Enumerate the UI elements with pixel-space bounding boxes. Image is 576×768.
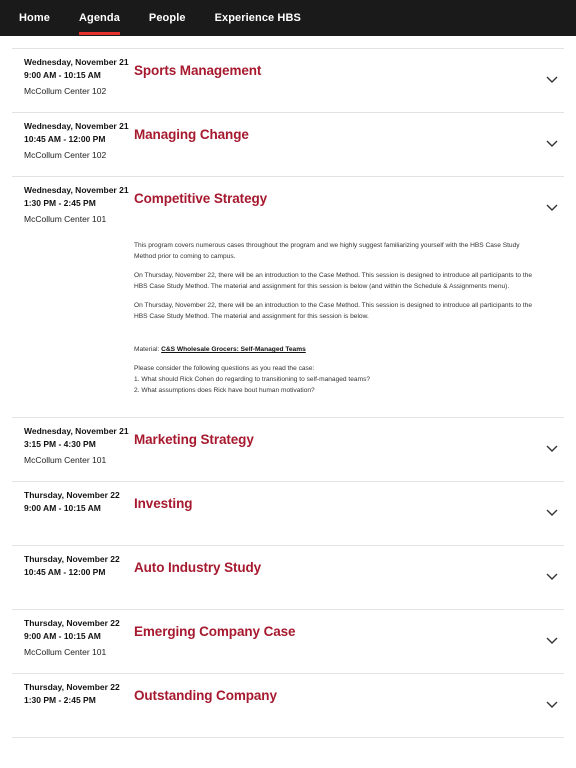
session-room: McCollum Center 102: [24, 86, 107, 96]
session-header[interactable]: [12, 418, 564, 481]
chevron-down-icon[interactable]: [546, 445, 558, 453]
chevron-down-icon[interactable]: [546, 637, 558, 645]
nav-experience-hbs[interactable]: Experience HBS: [214, 12, 301, 24]
question-item: 2. What assumptions does Rick have bout human motivation?: [134, 387, 315, 394]
session-header[interactable]: [12, 113, 564, 176]
session-room: McCollum Center 101: [24, 214, 107, 224]
session-header[interactable]: [12, 610, 564, 673]
session-date: Wednesday, November 21: [24, 57, 129, 67]
session-room: McCollum Center 102: [24, 150, 107, 160]
session-date: Wednesday, November 21: [24, 185, 129, 195]
nav-agenda[interactable]: Agenda: [79, 0, 120, 36]
session-title[interactable]: Outstanding Company: [134, 688, 277, 703]
session-date: Thursday, November 22: [24, 490, 120, 500]
top-nav: [0, 0, 576, 36]
session-item: [12, 674, 564, 738]
session-header[interactable]: [12, 674, 564, 737]
session-header[interactable]: [12, 49, 564, 112]
session-title[interactable]: Managing Change: [134, 127, 249, 142]
session-room: McCollum Center 101: [24, 647, 107, 657]
details-paragraph: On Thursday, November 22, there will be an introduction to the Case Method. This session is designed to introduce all participants to the HBS Case Study Method. The material and assignment for this session is below (and within the Schedule & Assignments menu).: [134, 272, 533, 290]
session-time: 1:30 PM - 2:45 PM: [24, 198, 96, 208]
questions-block: [134, 363, 536, 396]
chevron-down-icon[interactable]: [546, 701, 558, 709]
session-header[interactable]: [12, 482, 564, 545]
session-room: McCollum Center 101: [24, 455, 107, 465]
session-date: Thursday, November 22: [24, 618, 120, 628]
session-item: [12, 482, 564, 546]
session-time: 9:00 AM - 10:15 AM: [24, 631, 101, 641]
session-date: Thursday, November 22: [24, 554, 120, 564]
session-date: Wednesday, November 21: [24, 121, 129, 131]
session-time: 3:15 PM - 4:30 PM: [24, 439, 96, 449]
session-item: [12, 113, 564, 177]
material-line: [134, 344, 536, 355]
nav-home[interactable]: Home: [19, 12, 50, 24]
session-title[interactable]: Marketing Strategy: [134, 432, 254, 447]
agenda-list: [12, 48, 564, 738]
nav-people[interactable]: People: [148, 12, 186, 24]
session-item: [12, 418, 564, 482]
session-item: [12, 610, 564, 674]
chevron-down-icon[interactable]: [546, 509, 558, 517]
material-link[interactable]: C&S Wholesale Grocers: Self-Managed Teams: [161, 346, 306, 353]
chevron-down-icon[interactable]: [546, 76, 558, 84]
session-time: 9:00 AM - 10:15 AM: [24, 70, 101, 80]
session-date: Thursday, November 22: [24, 682, 120, 692]
session-header[interactable]: [12, 546, 564, 609]
session-time: 10:45 AM - 12:00 PM: [24, 567, 106, 577]
session-time: 1:30 PM - 2:45 PM: [24, 695, 96, 705]
session-details: [12, 240, 564, 417]
details-paragraph: On Thursday, November 22, there will be an introduction to the Case Method. This session is designed to introduce all participants to the HBS Case Study Method. The material and assignment for this session is below.: [134, 302, 533, 320]
session-header[interactable]: [12, 177, 564, 240]
session-time: 9:00 AM - 10:15 AM: [24, 503, 101, 513]
details-paragraph: This program covers numerous cases throughout the program and we highly suggest familiarizing yourself with the HBS Case Study Method prior to coming to campus.: [134, 242, 520, 260]
session-item-expanded: [12, 177, 564, 418]
session-title[interactable]: Competitive Strategy: [134, 191, 268, 206]
session-time: 10:45 AM - 12:00 PM: [24, 134, 106, 144]
session-title[interactable]: Sports Management: [134, 63, 262, 78]
questions-intro: Please consider the following questions as you read the case:: [134, 365, 315, 372]
chevron-down-icon[interactable]: [546, 140, 558, 148]
session-title[interactable]: Investing: [134, 496, 193, 511]
session-date: Wednesday, November 21: [24, 426, 129, 436]
session-item: [12, 49, 564, 113]
session-title[interactable]: Emerging Company Case: [134, 624, 296, 639]
question-item: 1. What should Rick Cohen do regarding to transitioning to self-managed teams?: [134, 376, 371, 383]
chevron-down-icon[interactable]: [546, 204, 558, 212]
chevron-down-icon[interactable]: [546, 573, 558, 581]
material-label: Material:: [134, 346, 160, 353]
session-item: [12, 546, 564, 610]
session-title[interactable]: Auto Industry Study: [134, 560, 262, 575]
